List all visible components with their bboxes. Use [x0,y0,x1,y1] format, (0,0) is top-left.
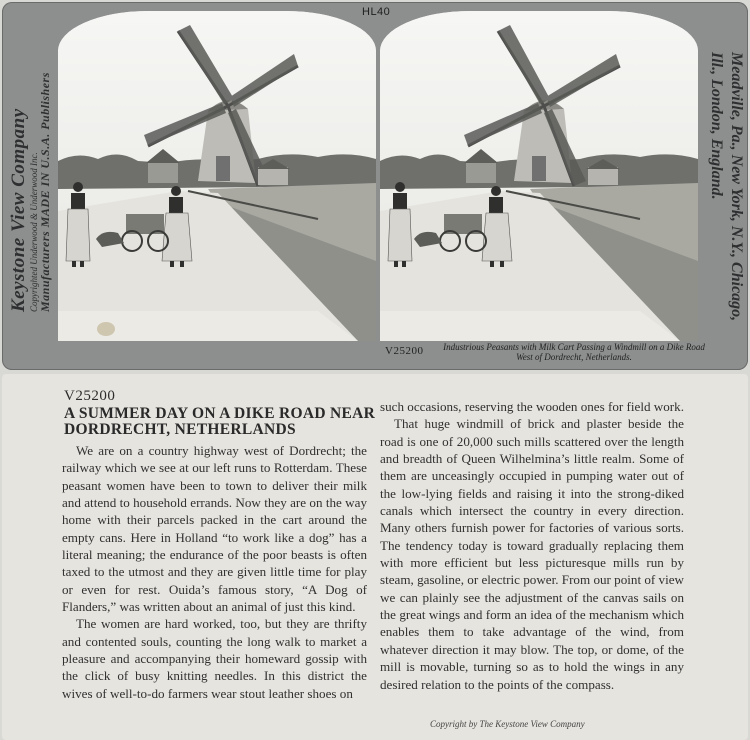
paragraph: The women are hard worked, too, but they are thrifty and contented souls, counting the long walk to market a pleasure and accompanying their homeward gossip with the click of busy knitting needles. In this district the wives of well-to-do farmers wear stout leather shoes on [62,616,367,701]
stereoview-card-front [2,2,748,370]
caption-number: V25200 [385,345,424,357]
stereoview-card-back [2,374,748,740]
right-publisher-imprint [698,12,744,342]
stereo-photo-left [58,11,376,341]
handwritten-code: HL40 [362,6,391,18]
back-title: A SUMMER DAY ON A DIKE ROAD NEAR DORDRECHT, NETHERLANDS [64,405,376,438]
text-column-left [62,442,367,702]
copyright-line: Copyright by The Keystone View Company [430,719,585,729]
left-publisher-imprint [4,12,56,342]
back-card-number: V25200 [64,388,116,404]
text-column-right [380,398,684,693]
publisher-company-name: Keystone View Company [8,108,29,312]
publisher-copyright-line: Copyrighted Underwood & Underwood Inc. [29,152,39,312]
stereo-photo-right [380,11,698,341]
publisher-manufacturers-line: Manufacturers MADE IN U.S.A. Publishers [38,72,52,312]
paragraph: We are on a country highway west of Dordrecht; the railway which we see at our left runs to Rotterdam. These peasant women have been to town to deliver their milk and attend to household errands. Now they are on the way home with their parcels packed in the cart around the empty cans. Here in Holland “to work like a dog” has a literal meaning; the endurance of the poor beasts is often taxed to the utmost and they are given little time for play or even for rest. Ouida’s famous story, “A Dog of Flanders,” was written about an animal of just this kind. [62,443,367,615]
publisher-cities: Meadville, Pa., New York, N.Y., Chicago, Ill., London, England. [708,52,745,322]
paragraph: such occasions, reserving the wooden ones for field work. [380,399,684,414]
paragraph: That huge windmill of brick and plaster beside the road is one of 20,000 such mills scattered over the length and breadth of Queen Wilhelmina’s little realm. Some of them are unceasingly occupied in pumping water out of the low-lying fields and raising it into the strong-diked canals which intersect the country in every direction. Many others furnish power for factories of various sorts. The tendency today is toward gradually replacing them with more efficient but less picturesque mills run by steam, gasoline, or electric power. From our point of view we can plainly see the adjustment of the canvas sails on the great wings and form an idea of the mechanism which enables them to take advantage of the wind, from whatever direction it may blow. The top, or dome, of the mill is movable, turning so as to hold the wings in any desired relation to the points of the compass. [380,416,684,692]
caption-text: Industrious Peasants with Milk Cart Passing a Windmill on a Dike Road West of Dordrecht, Netherlands. [443,342,705,362]
